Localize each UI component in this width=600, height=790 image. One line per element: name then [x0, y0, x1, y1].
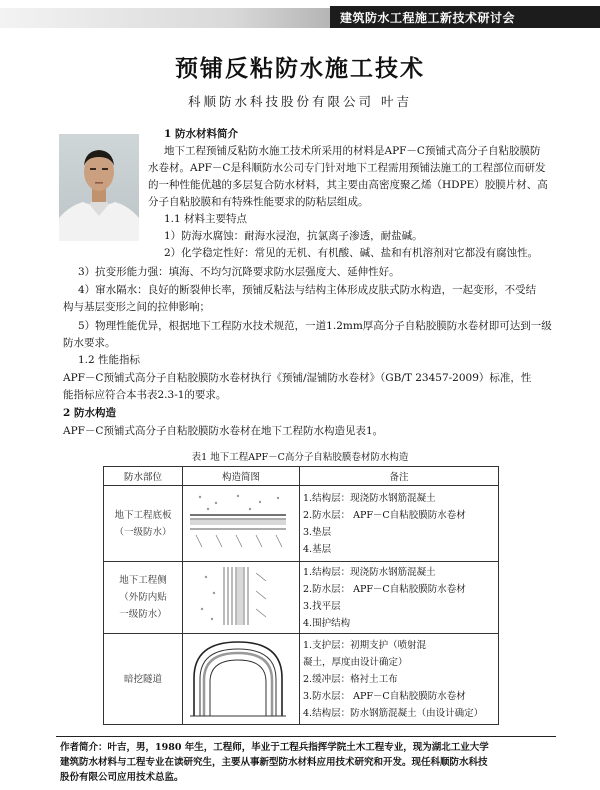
author-bio [60, 740, 560, 785]
author-portrait-icon [59, 134, 139, 241]
table-row [104, 486, 499, 562]
table-row [104, 562, 499, 634]
feature-5-line-2: 防水要求。 [63, 337, 116, 349]
feature-4-line-1: 4）窜水隔水：良好的断裂伸长率，预铺反粘法与结构主体形成皮肤式防水构造，一起变形，不受结 [78, 284, 537, 296]
section-2-heading: 2 防水构造 [63, 407, 116, 419]
author-bio-line: 股份有限公司应用技术总监。 [60, 772, 184, 783]
conference-title: 建筑防水工程施工新技术研讨会 [340, 11, 516, 25]
table-header-row [104, 467, 499, 486]
table-caption: 表1 地下工程APF－C高分子自粘胶膜卷材防水构造 [191, 452, 409, 463]
feature-3: 3）抗变形能力强：填海、不均匀沉降要求防水层强度大、延伸性好。 [78, 266, 400, 278]
feature-1: 1）防海水腐蚀：耐海水浸泡，抗氯离子渗透，耐盐碱。 [164, 230, 423, 242]
author-bio-line: 作者简介：叶吉，男，1980 年生，工程师，毕业于工程兵指挥学院土木工程专业，现为湖北工业大学 [60, 742, 489, 753]
header-gradient-bar [0, 8, 330, 28]
row-3-position: 暗挖隧道 [104, 634, 183, 725]
row-3-diagram [183, 634, 300, 725]
tunnel-diagram-icon [186, 636, 290, 720]
intro-line-1: 地下工程预铺反粘防水施工技术所采用的材料是APF－C预铺式高分子自粘胶膜防 [164, 145, 541, 157]
author-photo [59, 134, 139, 241]
row-2-position: 地下工程侧 （外防内贴 一级防水） [104, 562, 183, 634]
author-bio-line: 建筑防水材料与工程专业在读研究生，主要从事新型防水材料应用技术研究和开发。现任科顺防水科技 [60, 757, 488, 768]
article-byline: 科顺防水科技股份有限公司 叶吉 [188, 94, 412, 109]
row-2-notes: 1.结构层：现浇防水钢筋混凝土 2.防水层： APF－C自粘胶膜防水卷材 3.找平层 4.围护结构 [300, 562, 499, 634]
performance-line-1: APF－C预铺式高分子自粘胶膜防水卷材执行《预铺/湿铺防水卷材》（GB/T 23457-2009）标准，性 [63, 372, 532, 384]
section-1-heading: 1 防水材料简介 [164, 128, 238, 140]
intro-line-3: 的一种性能优越的多层复合防水材料，其主要由高密度聚乙烯（HDPE）胶膜片材、高 [148, 179, 548, 191]
subsection-1-2: 1.2 性能指标 [78, 354, 141, 366]
side-wall-diagram-icon [186, 563, 290, 629]
row-2-diagram [183, 562, 300, 634]
row-1-notes: 1.结构层：现浇防水钢筋混凝土 2.防水层： APF－C自粘胶膜防水卷材 3.垫层 4.基层 [300, 486, 499, 562]
journal-header [0, 0, 600, 30]
floor-slab-diagram-icon [186, 487, 290, 557]
performance-line-2: 能指标应符合本书表2.3-1的要求。 [63, 389, 227, 401]
subsection-1-1: 1.1 材料主要特点 [164, 213, 248, 225]
feature-2: 2）化学稳定性好：常见的无机、有机酸、碱、盐和有机溶剂对它都没有腐蚀性。 [164, 247, 539, 259]
intro-line-4: 分子自粘胶膜和有特殊性能要求的防粘层组成。 [148, 196, 369, 208]
article-title: 预铺反粘防水施工技术 [175, 55, 425, 82]
table-header-position: 防水部位 [104, 467, 183, 486]
feature-5-line-1: 5）物理性能优异，根据地下工程防水技术规范，一道1.2mm厚高分子自粘胶膜防水卷材即可达到一级 [78, 320, 552, 332]
table-header-notes: 备注 [300, 467, 499, 486]
section-2-intro: APF－C预铺式高分子自粘胶膜防水卷材在地下工程防水构造见表1。 [63, 425, 384, 437]
intro-line-2: 水卷材。APF－C是科顺防水公司专门针对地下工程需用预铺法施工的工程部位而研发 [148, 162, 546, 174]
row-1-diagram [183, 486, 300, 562]
row-3-notes: 1.支护层：初期支护（喷射混 凝土，厚度由设计确定） 2.缓冲层：格衬土工布 3.防水层： APF－C自粘胶膜防水卷材 4.结构层：防水钢筋混凝土（由设计确定） [300, 634, 499, 725]
table-header-diagram: 构造简图 [183, 467, 300, 486]
construction-table [103, 466, 499, 725]
row-1-position: 地下工程底板 （一级防水） [104, 486, 183, 562]
footer-divider [56, 736, 556, 737]
feature-4-line-2: 构与基层变形之间的拉伸影响； [63, 301, 210, 313]
table-row [104, 634, 499, 725]
